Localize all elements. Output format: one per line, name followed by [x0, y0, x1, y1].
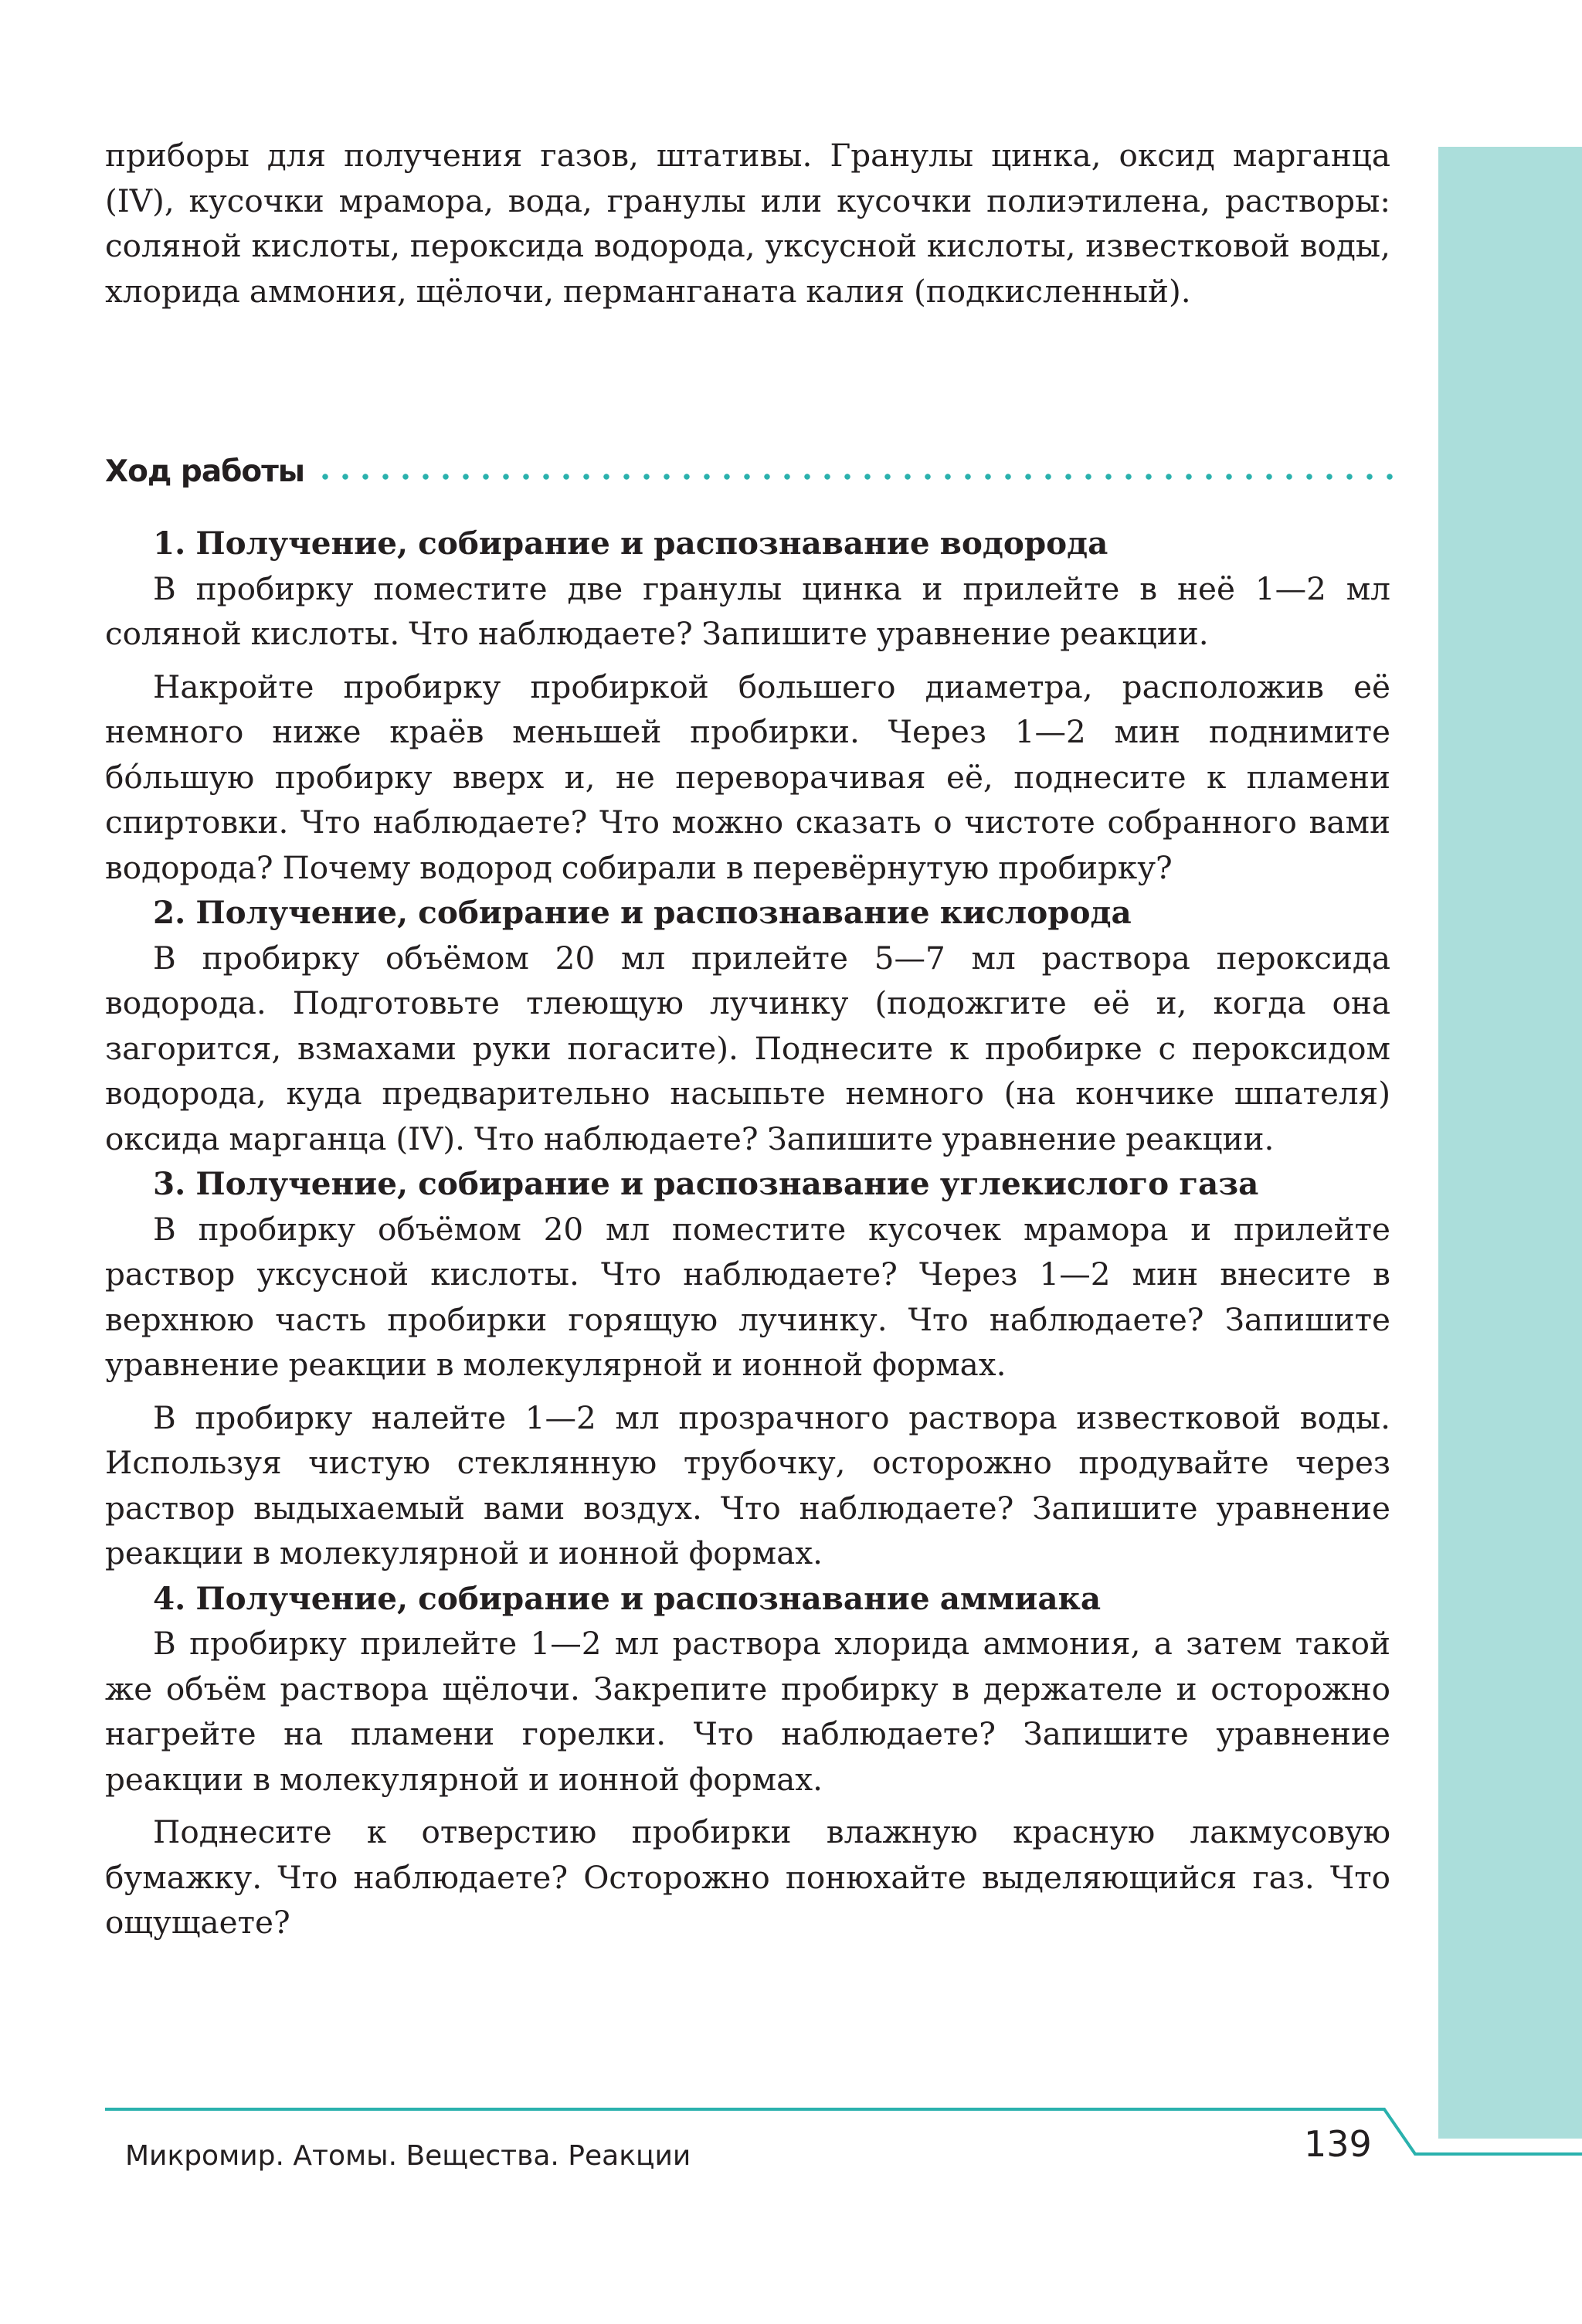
- step-1-paragraph-2: Накройте пробирку пробиркой большего диаметра, расположив её немного ниже краёв меньшей пробирки. Через 1—2 мин поднимите бо́льшую пробирку вверх и, не переворачивая её, поднесите к пламени спиртовки. Что наблюдаете? Что можно сказать о чистоте собранного вами водорода? Почему водород собирали в перевёрнутую пробирку?: [105, 668, 1390, 886]
- footer-title: Микромир. Атомы. Вещества. Реакции: [125, 2140, 691, 2172]
- step-3-paragraph-2: В пробирку налейте 1—2 мл прозрачного раствора известковой воды. Используя чистую стеклянную трубочку, осторожно продувайте через раствор выдыхаемый вами воздух. Что наблюдаете? Запишите уравнение реакции в молекулярной и ионной формах.: [105, 1398, 1390, 1571]
- steps-block: [105, 521, 1390, 1945]
- intro-paragraph: приборы для получения газов, штативы. Гранулы цинка, оксид марганца (IV), кусочки мрамора, вода, гранулы или кусочки полиэтилена, растворы: соляной кислоты, пероксида водорода, уксусной кислоты, известковой воды, хлорида аммония, щёлочи, перманганата калия (подкисленный).: [105, 137, 1390, 310]
- step-1-paragraph-1: В пробирку поместите две гранулы цинка и прилейте в неё 1—2 мл соляной кислоты. Что наблюдаете? Запишите уравнение реакции.: [105, 569, 1390, 652]
- step-3-paragraph-1: В пробирку объёмом 20 мл поместите кусочек мрамора и прилейте раствор уксусной кислоты. Что наблюдаете? Через 1—2 мин внесите в верхнюю часть пробирки горящую лучинку. Что наблюдаете? Запишите уравнение реакции в молекулярной и ионной формах.: [105, 1210, 1390, 1383]
- page-number: 139: [1304, 2123, 1372, 2165]
- step-2-paragraph-1: В пробирку объёмом 20 мл прилейте 5—7 мл раствора пероксида водорода. Подготовьте тлеющую лучинку (подожгите её и, когда она загорится, взмахами руки погасите). Поднесите к пробирке с пероксидом водорода, куда предварительно насыпьте немного (на кончике шпателя) оксида марганца (IV). Что наблюдаете? Запишите уравнение реакции.: [105, 939, 1390, 1157]
- step-1-heading: 1. Получение, собирание и распознавание водорода: [153, 525, 1108, 562]
- side-color-band: [1438, 147, 1582, 2139]
- step-4-paragraph-2: Поднесите к отверстию пробирки влажную красную лакмусовую бумажку. Что наблюдаете? Осторожно понюхайте выделяющийся газ. Что ощущаете?: [105, 1813, 1390, 1941]
- step-3-heading: 3. Получение, собирание и распознавание углекислого газа: [153, 1165, 1259, 1202]
- step-4-paragraph-1: В пробирку прилейте 1—2 мл раствора хлорида аммония, а затем такой же объём раствора щёлочи. Закрепите пробирку в держателе и осторожно нагрейте на пламени горелки. Что наблюдаете? Запишите уравнение реакции в молекулярной и ионной формах.: [105, 1625, 1390, 1798]
- section-title: Ход работы: [105, 454, 305, 489]
- section-header: [105, 448, 1394, 494]
- page-footer: [105, 2106, 1582, 2176]
- intro-block: [105, 133, 1390, 314]
- step-2-heading: 2. Получение, собирание и распознавание кислорода: [153, 894, 1132, 931]
- step-4-heading: 4. Получение, собирание и распознавание аммиака: [153, 1579, 1102, 1617]
- dotted-leader: [315, 473, 1394, 481]
